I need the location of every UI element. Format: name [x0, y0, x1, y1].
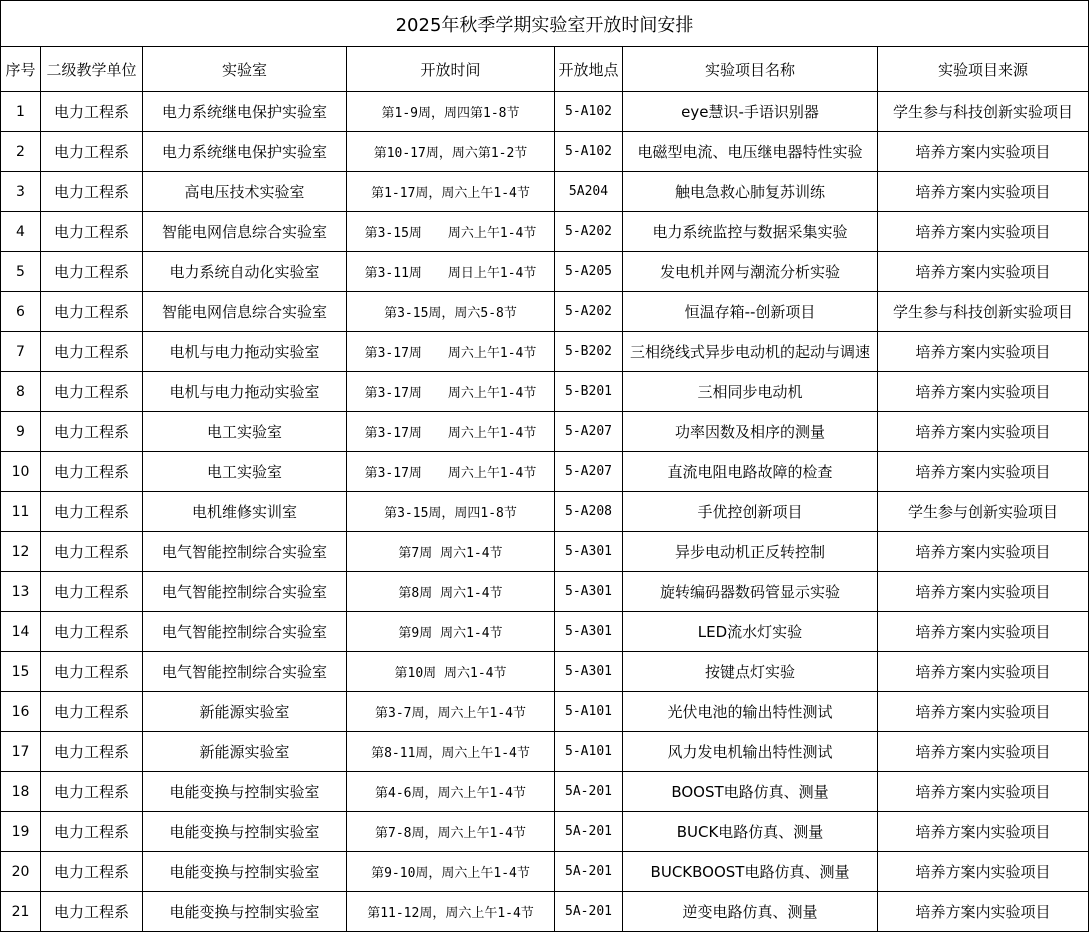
cell-project: 手优控创新项目	[623, 492, 878, 532]
cell-time: 第3-15周，周四1-8节	[347, 492, 555, 532]
cell-time: 第7-8周，周六上午1-4节	[347, 812, 555, 852]
cell-unit: 电力工程系	[41, 292, 143, 332]
cell-source: 培养方案内实验项目	[878, 532, 1089, 572]
table-body	[1, 92, 1089, 932]
cell-no: 5	[1, 252, 41, 292]
cell-source: 培养方案内实验项目	[878, 732, 1089, 772]
cell-unit: 电力工程系	[41, 652, 143, 692]
table-row	[1, 812, 1089, 852]
cell-project: 三相绕线式异步电动机的起动与调速	[623, 332, 878, 372]
cell-place: 5A-201	[555, 892, 623, 932]
cell-place: 5A-201	[555, 852, 623, 892]
cell-source: 培养方案内实验项目	[878, 692, 1089, 732]
cell-source: 培养方案内实验项目	[878, 612, 1089, 652]
cell-place: 5-A202	[555, 292, 623, 332]
cell-project: 电力系统监控与数据采集实验	[623, 212, 878, 252]
cell-unit: 电力工程系	[41, 572, 143, 612]
cell-place: 5-B201	[555, 372, 623, 412]
cell-source: 培养方案内实验项目	[878, 892, 1089, 932]
cell-lab: 电力系统继电保护实验室	[143, 132, 347, 172]
cell-lab: 新能源实验室	[143, 732, 347, 772]
cell-no: 12	[1, 532, 41, 572]
cell-no: 2	[1, 132, 41, 172]
cell-no: 7	[1, 332, 41, 372]
cell-lab: 电能变换与控制实验室	[143, 892, 347, 932]
cell-lab: 电气智能控制综合实验室	[143, 572, 347, 612]
cell-unit: 电力工程系	[41, 372, 143, 412]
cell-no: 10	[1, 452, 41, 492]
cell-time: 第3-11周 周日上午1-4节	[347, 252, 555, 292]
cell-place: 5-A207	[555, 412, 623, 452]
cell-time: 第3-17周 周六上午1-4节	[347, 332, 555, 372]
table-row	[1, 652, 1089, 692]
cell-no: 1	[1, 92, 41, 132]
cell-no: 11	[1, 492, 41, 532]
cell-project: LED流水灯实验	[623, 612, 878, 652]
cell-lab: 电力系统自动化实验室	[143, 252, 347, 292]
cell-unit: 电力工程系	[41, 612, 143, 652]
cell-no: 18	[1, 772, 41, 812]
cell-lab: 电气智能控制综合实验室	[143, 612, 347, 652]
cell-unit: 电力工程系	[41, 412, 143, 452]
cell-place: 5-A301	[555, 652, 623, 692]
cell-project: BUCK电路仿真、测量	[623, 812, 878, 852]
cell-place: 5A-201	[555, 772, 623, 812]
cell-place: 5-A101	[555, 732, 623, 772]
cell-no: 19	[1, 812, 41, 852]
cell-unit: 电力工程系	[41, 172, 143, 212]
cell-unit: 电力工程系	[41, 692, 143, 732]
table-row	[1, 252, 1089, 292]
cell-source: 培养方案内实验项目	[878, 852, 1089, 892]
cell-source: 培养方案内实验项目	[878, 812, 1089, 852]
table-row	[1, 492, 1089, 532]
cell-source: 培养方案内实验项目	[878, 452, 1089, 492]
cell-unit: 电力工程系	[41, 452, 143, 492]
header-project: 实验项目名称	[623, 47, 878, 92]
table-row	[1, 412, 1089, 452]
cell-place: 5-A301	[555, 612, 623, 652]
cell-lab: 电能变换与控制实验室	[143, 852, 347, 892]
cell-lab: 电气智能控制综合实验室	[143, 652, 347, 692]
cell-lab: 电工实验室	[143, 412, 347, 452]
cell-project: 旋转编码器数码管显示实验	[623, 572, 878, 612]
table-row	[1, 852, 1089, 892]
cell-source: 学生参与科技创新实验项目	[878, 292, 1089, 332]
cell-place: 5-A301	[555, 532, 623, 572]
cell-project: 恒温存箱--创新项目	[623, 292, 878, 332]
cell-lab: 智能电网信息综合实验室	[143, 212, 347, 252]
cell-project: 触电急救心肺复苏训练	[623, 172, 878, 212]
cell-lab: 电机与电力拖动实验室	[143, 372, 347, 412]
table-row	[1, 332, 1089, 372]
cell-project: BUCKBOOST电路仿真、测量	[623, 852, 878, 892]
cell-unit: 电力工程系	[41, 772, 143, 812]
cell-time: 第3-15周，周六5-8节	[347, 292, 555, 332]
cell-time: 第10周 周六1-4节	[347, 652, 555, 692]
table-row	[1, 772, 1089, 812]
cell-source: 培养方案内实验项目	[878, 572, 1089, 612]
cell-time: 第3-17周 周六上午1-4节	[347, 412, 555, 452]
cell-source: 培养方案内实验项目	[878, 172, 1089, 212]
cell-place: 5-A207	[555, 452, 623, 492]
cell-time: 第1-17周，周六上午1-4节	[347, 172, 555, 212]
header-place: 开放地点	[555, 47, 623, 92]
cell-lab: 电力系统继电保护实验室	[143, 92, 347, 132]
cell-time: 第3-17周 周六上午1-4节	[347, 452, 555, 492]
cell-project: eye慧识-手语识别器	[623, 92, 878, 132]
cell-no: 4	[1, 212, 41, 252]
table-title: 2025年秋季学期实验室开放时间安排	[1, 1, 1089, 47]
cell-lab: 新能源实验室	[143, 692, 347, 732]
cell-place: 5A-201	[555, 812, 623, 852]
cell-lab: 电能变换与控制实验室	[143, 812, 347, 852]
cell-time: 第8-11周，周六上午1-4节	[347, 732, 555, 772]
cell-lab: 电能变换与控制实验室	[143, 772, 347, 812]
cell-lab: 电机与电力拖动实验室	[143, 332, 347, 372]
cell-source: 培养方案内实验项目	[878, 332, 1089, 372]
cell-place: 5-A205	[555, 252, 623, 292]
table-row	[1, 132, 1089, 172]
cell-no: 20	[1, 852, 41, 892]
cell-time: 第8周 周六1-4节	[347, 572, 555, 612]
table-row	[1, 692, 1089, 732]
cell-unit: 电力工程系	[41, 332, 143, 372]
table-row	[1, 452, 1089, 492]
header-source: 实验项目来源	[878, 47, 1089, 92]
cell-place: 5-A301	[555, 572, 623, 612]
cell-no: 16	[1, 692, 41, 732]
header-no: 序号	[1, 47, 41, 92]
cell-time: 第1-9周，周四第1-8节	[347, 92, 555, 132]
cell-project: 直流电阻电路故障的检查	[623, 452, 878, 492]
table-row	[1, 612, 1089, 652]
table-row	[1, 292, 1089, 332]
cell-time: 第3-15周 周六上午1-4节	[347, 212, 555, 252]
cell-project: 逆变电路仿真、测量	[623, 892, 878, 932]
cell-project: 电磁型电流、电压继电器特性实验	[623, 132, 878, 172]
cell-project: 功率因数及相序的测量	[623, 412, 878, 452]
table-row	[1, 892, 1089, 932]
cell-place: 5-B202	[555, 332, 623, 372]
cell-no: 17	[1, 732, 41, 772]
cell-unit: 电力工程系	[41, 812, 143, 852]
cell-unit: 电力工程系	[41, 92, 143, 132]
cell-time: 第4-6周，周六上午1-4节	[347, 772, 555, 812]
cell-project: BOOST电路仿真、测量	[623, 772, 878, 812]
table-row	[1, 732, 1089, 772]
cell-source: 培养方案内实验项目	[878, 772, 1089, 812]
cell-no: 14	[1, 612, 41, 652]
cell-time: 第9周 周六1-4节	[347, 612, 555, 652]
cell-time: 第9-10周，周六上午1-4节	[347, 852, 555, 892]
cell-source: 培养方案内实验项目	[878, 132, 1089, 172]
cell-source: 培养方案内实验项目	[878, 372, 1089, 412]
cell-source: 培养方案内实验项目	[878, 252, 1089, 292]
table-row	[1, 212, 1089, 252]
table-row	[1, 372, 1089, 412]
cell-unit: 电力工程系	[41, 132, 143, 172]
cell-project: 光伏电池的输出特性测试	[623, 692, 878, 732]
header-unit: 二级教学单位	[41, 47, 143, 92]
cell-unit: 电力工程系	[41, 492, 143, 532]
cell-lab: 电工实验室	[143, 452, 347, 492]
table-row	[1, 532, 1089, 572]
cell-time: 第11-12周，周六上午1-4节	[347, 892, 555, 932]
cell-place: 5-A202	[555, 212, 623, 252]
cell-unit: 电力工程系	[41, 532, 143, 572]
cell-time: 第10-17周，周六第1-2节	[347, 132, 555, 172]
cell-lab: 高电压技术实验室	[143, 172, 347, 212]
cell-no: 15	[1, 652, 41, 692]
cell-place: 5A204	[555, 172, 623, 212]
cell-no: 9	[1, 412, 41, 452]
cell-source: 培养方案内实验项目	[878, 652, 1089, 692]
cell-unit: 电力工程系	[41, 212, 143, 252]
table-row	[1, 172, 1089, 212]
table-row	[1, 572, 1089, 612]
cell-source: 培养方案内实验项目	[878, 412, 1089, 452]
cell-lab: 电机维修实训室	[143, 492, 347, 532]
cell-project: 异步电动机正反转控制	[623, 532, 878, 572]
cell-lab: 电气智能控制综合实验室	[143, 532, 347, 572]
header-time: 开放时间	[347, 47, 555, 92]
cell-no: 8	[1, 372, 41, 412]
cell-source: 学生参与科技创新实验项目	[878, 92, 1089, 132]
cell-project: 风力发电机输出特性测试	[623, 732, 878, 772]
cell-project: 发电机并网与潮流分析实验	[623, 252, 878, 292]
cell-unit: 电力工程系	[41, 252, 143, 292]
cell-lab: 智能电网信息综合实验室	[143, 292, 347, 332]
cell-no: 6	[1, 292, 41, 332]
cell-place: 5-A208	[555, 492, 623, 532]
cell-project: 按键点灯实验	[623, 652, 878, 692]
cell-place: 5-A102	[555, 132, 623, 172]
cell-no: 13	[1, 572, 41, 612]
cell-place: 5-A102	[555, 92, 623, 132]
header-lab: 实验室	[143, 47, 347, 92]
cell-unit: 电力工程系	[41, 732, 143, 772]
cell-project: 三相同步电动机	[623, 372, 878, 412]
cell-place: 5-A101	[555, 692, 623, 732]
cell-source: 培养方案内实验项目	[878, 212, 1089, 252]
cell-time: 第3-17周 周六上午1-4节	[347, 372, 555, 412]
cell-time: 第7周 周六1-4节	[347, 532, 555, 572]
cell-unit: 电力工程系	[41, 852, 143, 892]
cell-no: 3	[1, 172, 41, 212]
cell-source: 学生参与创新实验项目	[878, 492, 1089, 532]
table-row	[1, 92, 1089, 132]
cell-time: 第3-7周，周六上午1-4节	[347, 692, 555, 732]
cell-unit: 电力工程系	[41, 892, 143, 932]
cell-no: 21	[1, 892, 41, 932]
header-row	[1, 47, 1089, 92]
